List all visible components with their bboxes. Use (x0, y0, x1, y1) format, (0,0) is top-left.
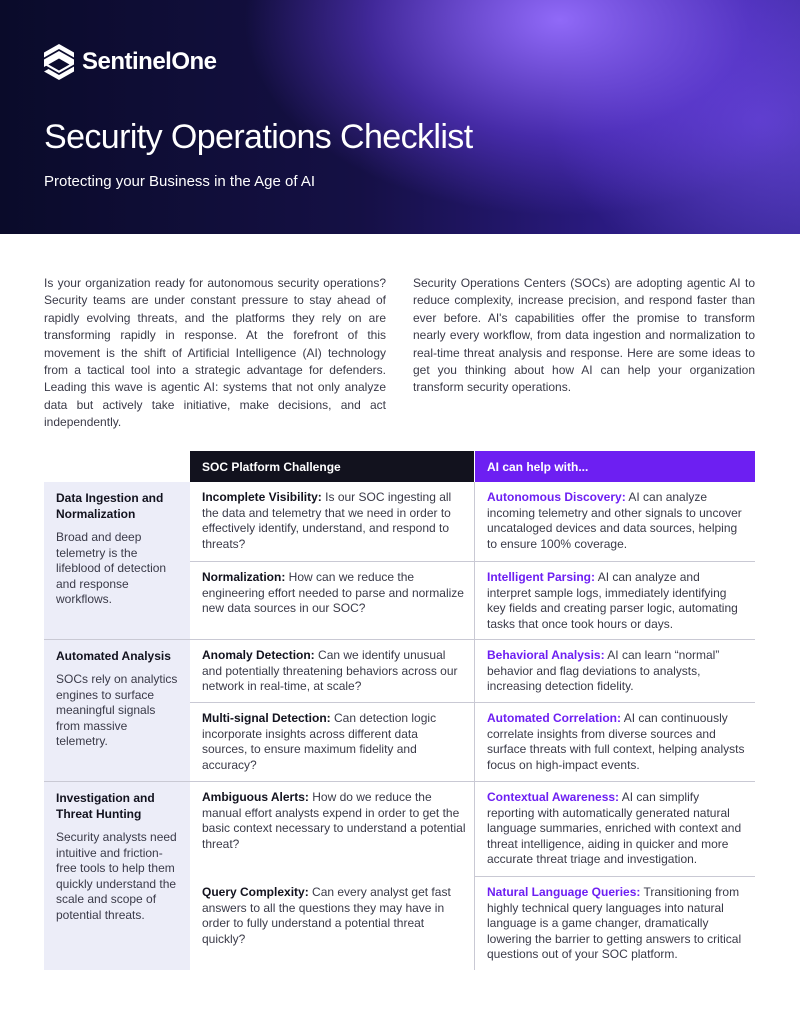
challenge-ambiguous-alerts (190, 782, 474, 876)
ai-automated-correlation (474, 703, 755, 781)
challenge-text: Can detection logic incorporate insights across different data sources, to ensure maximum fidelity and accuracy? (202, 711, 437, 772)
challenge-key: Normalization: (202, 570, 286, 584)
challenge-key: Anomaly Detection: (202, 648, 315, 662)
challenge-text: How do we reduce the manual effort analysts expend in order to get the basic context necessary to understand a potential threat? (202, 790, 466, 851)
sentinelone-shield-icon (44, 44, 74, 80)
page-title: Security Operations Checklist (44, 118, 473, 156)
challenge-normalization (190, 562, 474, 639)
ai-key: Intelligent Parsing: (487, 570, 596, 584)
ai-text: AI can analyze incoming telemetry and other signals to uncover uncataloged devices and data sources, helping to ensure 100% coverage. (487, 490, 742, 551)
section-description: Security analysts need intuitive and friction-free tools to help them quickly understand the scale and scope of potential threats. (56, 830, 177, 922)
section-automated-analysis (44, 640, 190, 781)
hero-banner (0, 0, 800, 234)
section-data-ingestion (44, 482, 190, 639)
brand-name: SentinelOne (82, 48, 217, 75)
section-title: Automated Analysis (56, 649, 171, 663)
challenge-anomaly-detection (190, 640, 474, 702)
ai-behavioral-analysis (474, 640, 755, 702)
ai-text: AI can learn “normal” behavior and flag deviations to analysts, increasing detection fidelity. (487, 648, 720, 694)
challenge-key: Query Complexity: (202, 885, 309, 899)
ai-text: AI can simplify reporting with automatically generated natural language summaries, enriched with context and threat intelligence, aiding in quicker and more accurate threat triage and investigation. (487, 790, 742, 867)
ai-text: Transitioning from highly technical query languages into natural language is a game changer, dramatically lowering the barrier to getting answers to critical questions out of your SOC platform. (487, 885, 742, 962)
ai-natural-language-queries (474, 877, 755, 970)
challenge-multi-signal-detection (190, 703, 474, 781)
challenge-incomplete-visibility (190, 482, 474, 561)
challenge-text: Can every analyst get fast answers to all the questions they may have in order to fully understand a potential threat quickly? (202, 885, 451, 946)
ai-contextual-awareness (474, 782, 755, 876)
ai-text: AI can continuously correlate insights from diverse sources and surface threats with full context, helping analysts focus on high-impact events. (487, 711, 745, 772)
ai-key: Autonomous Discovery: (487, 490, 626, 504)
ai-autonomous-discovery (474, 482, 755, 561)
ai-key: Automated Correlation: (487, 711, 622, 725)
challenge-key: Multi-signal Detection: (202, 711, 331, 725)
challenge-query-complexity (190, 877, 474, 970)
section-title: Investigation and Threat Hunting (56, 791, 155, 821)
ai-text: AI can analyze and interpret sample logs, immediately identifying key fields and creating parser logic, automating tasks that once took hours or days. (487, 570, 738, 631)
ai-key: Contextual Awareness: (487, 790, 620, 804)
section-title: Data Ingestion and Normalization (56, 491, 164, 521)
header-soc-platform-challenge: SOC Platform Challenge (190, 451, 474, 482)
ai-key: Natural Language Queries: (487, 885, 641, 899)
intro-paragraph-left: Is your organization ready for autonomous security operations? Security teams are under constant pressure to stay ahead of rapidly evolving threats, and the platforms they rely on are transforming rapidly in response. At the forefront of this movement is the shift of Artificial Intelligence (AI) technology from a tactical tool into a strategic advantage for defenders. Leading this wave is agentic AI: systems that not only analyze data but actively take initiative, make decisions, and act independently. (44, 276, 386, 430)
challenge-text: How can we reduce the engineering effort needed to parse and normalize new data sources in our SOC? (202, 570, 464, 616)
page-subtitle: Protecting your Business in the Age of AI (44, 173, 315, 190)
brand-logo (44, 44, 217, 80)
challenge-key: Ambiguous Alerts: (202, 790, 309, 804)
intro-paragraph-right: Security Operations Centers (SOCs) are adopting agentic AI to reduce complexity, increase precision, and respond faster than ever before. AI's capabilities offer the promise to transform nearly every workflow, from data ingestion and normalization to real-time threat analysis and response. Here are some ideas to get you thinking about how AI can help your organization transform security operations. (413, 276, 755, 395)
ai-key: Behavioral Analysis: (487, 648, 605, 662)
challenge-text: Can we identify unusual and potentially threatening behaviors across our network in real-time, at scale? (202, 648, 458, 694)
section-description: SOCs rely on analytics engines to surface meaningful signals from massive telemetry. (56, 672, 178, 749)
challenge-text: Is our SOC ingesting all the data and telemetry that we need in order to effectively identify, understand, and respond to threats? (202, 490, 452, 551)
header-ai-can-help: AI can help with... (474, 451, 755, 482)
section-investigation-threat-hunting (44, 782, 190, 970)
section-description: Broad and deep telemetry is the lifeblood of detection and response workflows. (56, 530, 167, 607)
ai-intelligent-parsing (474, 562, 755, 639)
challenge-key: Incomplete Visibility: (202, 490, 322, 504)
